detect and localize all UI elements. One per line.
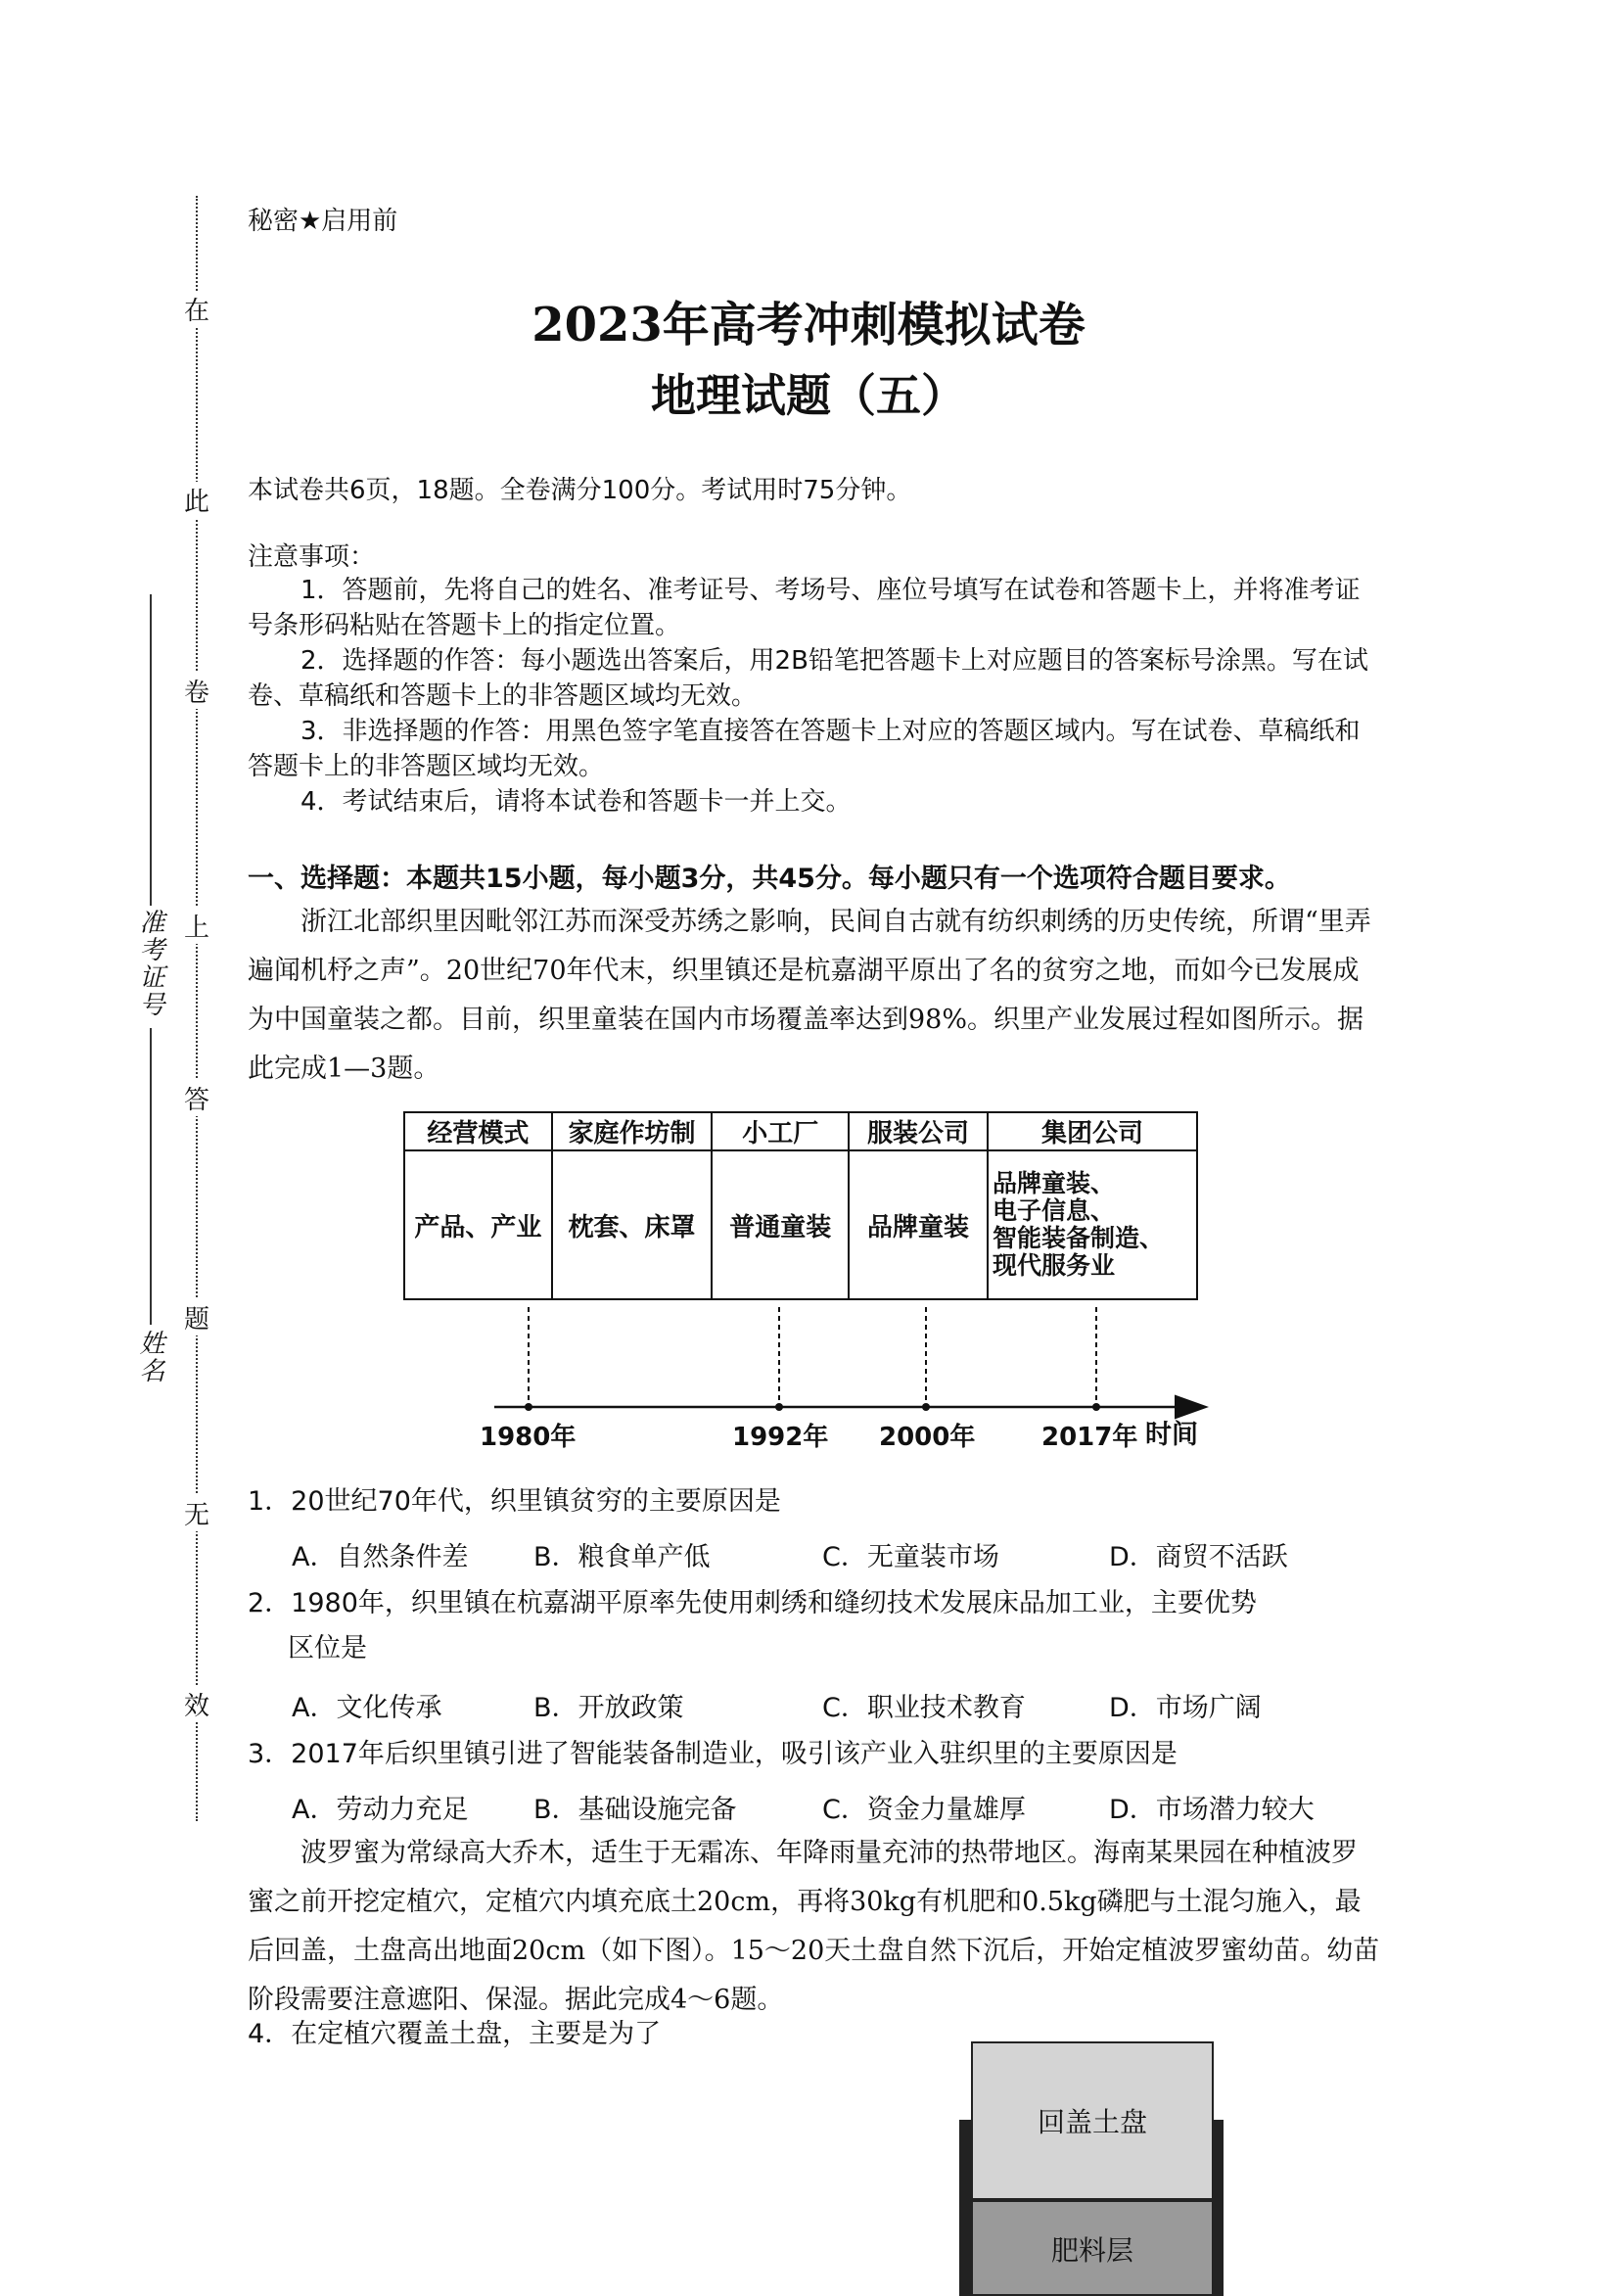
product-col-2: 普通童装 (712, 1150, 849, 1299)
q1-option-b: B．粮食单产低 (533, 1542, 711, 1572)
exam-intro: 本试卷共6页，18题。全卷满分100分。考试用时75分钟。 (248, 476, 912, 505)
axis-label-time: 时间 (1145, 1420, 1198, 1450)
pit-wall-right (1214, 2120, 1224, 2296)
q2-option-d: D．市场广阔 (1109, 1693, 1262, 1723)
question-3-stem: 3．2017年后织里镇引进了智能装备制造业，吸引该产业入驻织里的主要原因是 (248, 1739, 1178, 1769)
question-2-stem-cont: 区位是 (288, 1633, 367, 1663)
mode-col-2: 小工厂 (712, 1112, 849, 1150)
margin-char-2: 此 (182, 482, 211, 518)
timeline-dot-2000 (922, 1403, 930, 1411)
passage-1: 浙江北部织里因毗邻江苏而深受苏绣之影响，民间自古就有纺织刺绣的历史传统，所谓“里弄遍闻机杼之声”。20世纪70年代末，织里镇还是杭嘉湖平原出了名的贫穷之地，而如今已发展成为中国童装之都。目前，织里童装在国内市场覆盖率达到98%。织里产业发展过程如图所示。据此完成1—3题。 (248, 907, 1371, 1084)
row-label-mode: 经营模式 (404, 1112, 552, 1150)
q3-option-c: C．资金力量雄厚 (822, 1795, 1026, 1825)
mode-col-4: 集团公司 (988, 1112, 1197, 1150)
q2-option-b: B．开放政策 (533, 1693, 684, 1723)
soil-layer-cover-label: 回盖土盘 (1037, 2106, 1147, 2138)
question-4-stem: 4．在定植穴覆盖土盘，主要是为了 (248, 2019, 662, 2049)
mode-col-1: 家庭作坊制 (552, 1112, 713, 1150)
question-2-stem: 2．1980年，织里镇在杭嘉湖平原率先使用刺绣和缝纫技术发展床品加工业，主要优势 (248, 1588, 1257, 1618)
margin-char-6: 题 (182, 1299, 211, 1335)
note-item-1: 1．答题前，先将自己的姓名、准考证号、考场号、座位号填写在试卷和答题卡上，并将准考证号条形码粘贴在答题卡上的指定位置。 (248, 576, 1361, 640)
margin-char-5: 答 (182, 1080, 211, 1116)
q1-option-a: A．自然条件差 (292, 1542, 469, 1572)
year-2017: 2017年 (1041, 1423, 1138, 1452)
q3-option-b: B．基础设施完备 (533, 1795, 737, 1825)
notes-heading: 注意事项： (248, 542, 376, 572)
timeline-dot-1980 (525, 1403, 532, 1411)
exam-id-line-top (150, 594, 152, 906)
exam-id-line-bottom (150, 1028, 152, 1325)
product-col-4-line-4: 现代服务业 (993, 1251, 1116, 1280)
product-col-4-line-1: 品牌童装、 (993, 1169, 1116, 1197)
question-1-stem: 1．20世纪70年代，织里镇贫穷的主要原因是 (248, 1486, 781, 1517)
exam-id-label: 准考证号 (135, 909, 164, 1018)
mode-col-3: 服装公司 (849, 1112, 988, 1150)
binding-dotted-line (196, 196, 198, 1821)
soil-pit-diagram (959, 2041, 1224, 2296)
margin-char-1: 在 (182, 291, 211, 327)
timeline-dot-2017 (1092, 1403, 1100, 1411)
section-heading: 一、选择题：本题共15小题，每小题3分，共45分。每小题只有一个选项符合题目要求。 (248, 864, 1291, 894)
q2-option-c: C．职业技术教育 (822, 1693, 1026, 1723)
timeline-dot-1992 (775, 1403, 783, 1411)
q2-option-a: A．文化传承 (292, 1693, 442, 1723)
product-col-3: 品牌童装 (849, 1150, 988, 1299)
pit-wall-left (959, 2120, 971, 2296)
row-label-product: 产品、产业 (404, 1150, 552, 1299)
note-item-3: 3．非选择题的作答：用黑色签字笔直接答在答题卡上对应的答题区域内。写在试卷、草稿纸和答题卡上的非答题区域均无效。 (248, 717, 1361, 781)
q3-option-a: A．劳动力充足 (292, 1795, 469, 1825)
exam-subtitle: 地理试题（五） (651, 369, 966, 422)
passage-2: 波罗蜜为常绿高大乔木，适生于无霜冻、年降雨量充沛的热带地区。海南某果园在种植波罗蜜之前开挖定植穴，定植穴内填充底土20cm，再将30kg有机肥和0.5kg磷肥与土混匀施入，最后回盖，土盘高出地面20cm（如下图）。15～20天土盘自然下沉后，开始定植波罗蜜幼苗。幼苗阶段需要注意遮阳、保湿。据此完成4～6题。 (248, 1838, 1380, 2015)
margin-char-8: 效 (182, 1686, 211, 1722)
q3-option-d: D．市场潜力较大 (1109, 1795, 1315, 1825)
timeline-svg (392, 1111, 1224, 1444)
q1-option-d: D．商贸不活跃 (1109, 1542, 1288, 1572)
year-2000: 2000年 (879, 1423, 976, 1452)
note-item-4: 4．考试结束后，请将本试卷和答题卡一并上交。 (300, 787, 852, 817)
q1-option-c: C．无童装市场 (822, 1542, 999, 1572)
notes-list (248, 573, 1383, 820)
product-col-4-line-3: 智能装备制造、 (993, 1224, 1165, 1252)
product-col-1: 枕套、床罩 (552, 1150, 713, 1299)
year-1992: 1992年 (732, 1423, 829, 1452)
soil-layer-fertilizer-label: 肥料层 (1050, 2234, 1133, 2267)
soil-layer-cover (971, 2041, 1214, 2200)
product-col-4-line-2: 电子信息、 (993, 1196, 1116, 1225)
note-item-2: 2．选择题的作答：每小题选出答案后，用2B铅笔把答题卡上对应题目的答案标号涂黑。写在试卷、草稿纸和答题卡上的非答题区域均无效。 (248, 646, 1368, 711)
soil-layer-fertilizer (971, 2200, 1214, 2296)
confidential-mark: 秘密★启用前 (248, 207, 398, 236)
margin-char-7: 无 (182, 1495, 211, 1531)
development-diagram (392, 1111, 1224, 1452)
margin-char-4: 上 (182, 908, 211, 944)
year-1980: 1980年 (480, 1423, 577, 1452)
margin-char-3: 卷 (182, 673, 211, 709)
exam-title: 2023年高考冲刺模拟试卷 (531, 298, 1086, 352)
name-label: 姓名 (135, 1330, 164, 1384)
